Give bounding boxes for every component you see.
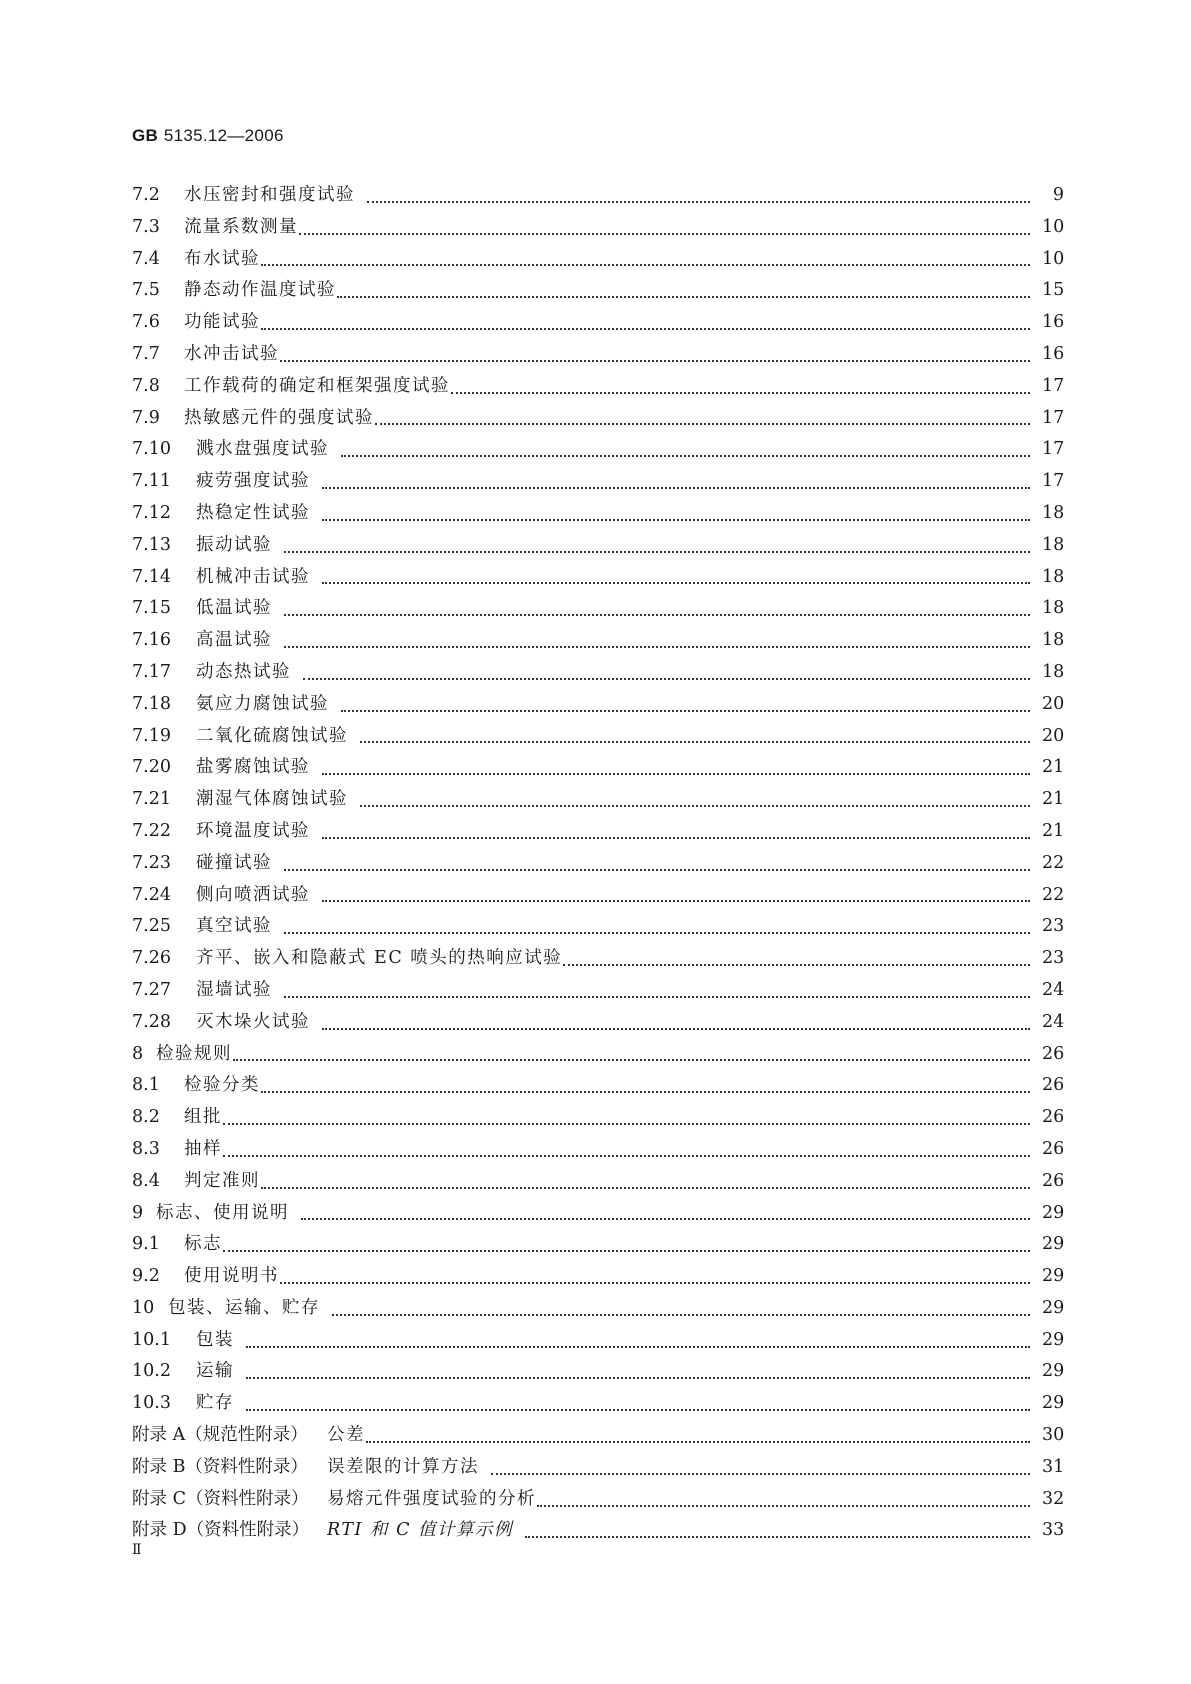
toc-entry-title: 盐雾腐蚀试验 [196, 757, 310, 778]
toc-entry-title: 溅水盘强度试验 [196, 439, 329, 460]
toc-entry[interactable] [132, 816, 1064, 848]
toc-entry[interactable] [132, 1388, 1064, 1420]
toc-dot-leader [233, 1059, 1030, 1061]
toc-dot-leader [332, 1314, 1030, 1316]
toc-entry-title: 工作载荷的确定和框架强度试验 [184, 375, 450, 396]
toc-dot-leader [366, 1441, 1030, 1443]
toc-dot-leader [284, 646, 1030, 648]
toc-entry-number: 7.17 [132, 661, 171, 682]
toc-entry-page: 18 [1042, 630, 1065, 651]
toc-dot-leader [322, 900, 1030, 902]
toc-entry-title: RTI 和 C 值计算示例 [327, 1520, 514, 1541]
toc-dot-leader [337, 296, 1030, 298]
toc-entry-number: 7.7 [132, 343, 160, 364]
toc-entry-title: 水压密封和强度试验 [184, 185, 355, 205]
toc-entry-title: 误差限的计算方法 [327, 1456, 479, 1477]
toc-entry-number: 8.4 [132, 1170, 160, 1191]
toc-entry[interactable] [132, 1039, 1064, 1071]
toc-dot-leader [261, 1187, 1030, 1189]
toc-entry-number: 7.20 [132, 757, 171, 778]
toc-entry[interactable] [132, 498, 1064, 530]
toc-entry-page: 29 [1042, 1329, 1065, 1350]
toc-entry[interactable] [132, 1420, 1064, 1452]
toc-entry[interactable] [132, 212, 1064, 244]
toc-dot-leader [246, 1409, 1030, 1411]
toc-entry-page: 29 [1042, 1297, 1065, 1318]
toc-entry-number: 附录 C（资料性附录） [132, 1488, 309, 1509]
toc-entry[interactable] [132, 180, 1064, 212]
toc-entry[interactable] [132, 403, 1064, 435]
toc-entry-page: 26 [1042, 1170, 1065, 1191]
page-number-footer: Ⅱ [132, 1542, 141, 1558]
toc-entry-title: 热敏感元件的强度试验 [184, 407, 374, 428]
toc-entry-page: 24 [1042, 1011, 1065, 1032]
toc-entry-number: 8.1 [132, 1075, 160, 1096]
standard-prefix: GB [132, 126, 159, 145]
toc-entry-page: 29 [1042, 1266, 1065, 1287]
toc-entry[interactable] [132, 275, 1064, 307]
toc-dot-leader [341, 455, 1030, 457]
toc-entry-number: 附录 A（规范性附录） [132, 1425, 308, 1446]
toc-dot-leader [322, 519, 1030, 521]
toc-dot-leader [525, 1536, 1030, 1538]
toc-entry-page: 29 [1042, 1234, 1065, 1255]
toc-dot-leader [322, 582, 1030, 584]
toc-dot-leader [261, 328, 1030, 330]
toc-entry-number: 7.23 [132, 852, 171, 873]
toc-entry-title: 动态热试验 [196, 661, 291, 682]
toc-entry-title: 真空试验 [196, 916, 272, 937]
toc-entry-title: 运输 [196, 1361, 234, 1382]
toc-entry[interactable] [132, 721, 1064, 753]
toc-entry[interactable] [132, 1102, 1064, 1134]
toc-entry-title: 低温试验 [196, 598, 272, 619]
toc-dot-leader [280, 1282, 1030, 1284]
toc-entry-title: 检验分类 [184, 1075, 260, 1096]
toc-entry-page: 18 [1042, 502, 1065, 523]
toc-entry-number: 7.19 [132, 725, 171, 746]
toc-dot-leader [563, 964, 1030, 966]
toc-entry-number: 8.2 [132, 1107, 160, 1128]
toc-entry-number: 附录 D（资料性附录） [132, 1520, 310, 1541]
toc-entry-number: 7.21 [132, 789, 171, 810]
toc-entry[interactable] [132, 1166, 1064, 1198]
toc-entry-title: 热稳定性试验 [196, 502, 310, 523]
toc-entry[interactable] [132, 848, 1064, 880]
toc-dot-leader [322, 487, 1030, 489]
toc-entry-title: 标志、使用说明 [156, 1202, 289, 1223]
toc-entry-page: 18 [1042, 661, 1065, 682]
toc-entry[interactable] [132, 434, 1064, 466]
toc-dot-leader [284, 996, 1030, 998]
toc-entry[interactable] [132, 307, 1064, 339]
toc-entry-page: 29 [1042, 1202, 1065, 1223]
toc-entry-page: 15 [1042, 280, 1065, 301]
toc-dot-leader [284, 551, 1030, 553]
toc-entry[interactable] [132, 1484, 1064, 1516]
toc-entry[interactable] [132, 1515, 1064, 1547]
toc-entry-page: 18 [1042, 598, 1065, 619]
table-of-contents [132, 180, 1064, 1547]
toc-entry[interactable] [132, 752, 1064, 784]
toc-entry[interactable] [132, 1229, 1064, 1261]
toc-entry-title: 抽样 [184, 1138, 222, 1159]
toc-dot-leader [299, 233, 1030, 235]
toc-entry-page: 23 [1042, 916, 1065, 937]
toc-entry-page: 16 [1042, 312, 1065, 333]
toc-entry-page: 17 [1042, 439, 1065, 460]
toc-entry-page: 32 [1042, 1488, 1065, 1509]
toc-dot-leader [280, 360, 1030, 362]
toc-entry[interactable] [132, 1134, 1064, 1166]
toc-dot-leader [451, 392, 1030, 394]
toc-entry-title: 布水试验 [184, 248, 260, 269]
toc-entry[interactable] [132, 880, 1064, 912]
toc-entry-number: 7.6 [132, 312, 160, 333]
toc-entry[interactable] [132, 1356, 1064, 1388]
toc-entry[interactable] [132, 657, 1064, 689]
toc-dot-leader [301, 1218, 1030, 1220]
toc-entry-title: 灭木垛火试验 [196, 1011, 310, 1032]
toc-entry[interactable] [132, 911, 1064, 943]
toc-entry-title: 氨应力腐蚀试验 [196, 693, 329, 714]
toc-entry-number: 7.27 [132, 979, 171, 1000]
toc-dot-leader [223, 1123, 1030, 1125]
toc-entry[interactable] [132, 371, 1064, 403]
toc-entry[interactable] [132, 339, 1064, 371]
toc-entry-page: 10 [1042, 216, 1065, 237]
toc-dot-leader [284, 932, 1030, 934]
toc-entry-number: 10 [132, 1297, 155, 1318]
toc-entry-title: 湿墙试验 [196, 979, 272, 1000]
toc-entry-number: 7.25 [132, 916, 171, 937]
toc-dot-leader [537, 1505, 1030, 1507]
toc-entry-number: 9.1 [132, 1234, 160, 1255]
toc-entry-number: 7.24 [132, 884, 171, 905]
toc-entry-title: 疲劳强度试验 [196, 471, 310, 492]
toc-entry-number: 8.3 [132, 1138, 160, 1159]
toc-dot-leader [360, 741, 1030, 743]
toc-entry-title: 使用说明书 [184, 1266, 279, 1287]
toc-entry-title: 组批 [184, 1107, 222, 1128]
toc-entry-page: 22 [1042, 884, 1065, 905]
toc-entry-page: 26 [1042, 1075, 1065, 1096]
toc-entry[interactable] [132, 562, 1064, 594]
toc-entry-page: 22 [1042, 852, 1065, 873]
toc-entry-number: 7.14 [132, 566, 171, 587]
toc-entry-number: 附录 B（资料性附录） [132, 1456, 308, 1477]
toc-dot-leader [341, 710, 1030, 712]
toc-entry-number: 7.26 [132, 948, 171, 969]
toc-dot-leader [223, 1250, 1030, 1252]
toc-entry-page: 9 [1052, 185, 1064, 205]
toc-dot-leader [246, 1346, 1030, 1348]
toc-entry[interactable] [132, 244, 1064, 276]
toc-entry[interactable] [132, 1070, 1064, 1102]
toc-dot-leader [303, 678, 1030, 680]
toc-entry[interactable] [132, 1293, 1064, 1325]
toc-entry-title: 二氧化硫腐蚀试验 [196, 725, 348, 746]
toc-entry-number: 7.13 [132, 534, 171, 555]
standard-code: 5135.12—2006 [163, 126, 284, 145]
toc-entry-number: 9.2 [132, 1266, 160, 1287]
toc-entry[interactable] [132, 784, 1064, 816]
toc-entry-title: 判定准则 [184, 1170, 260, 1191]
toc-entry-page: 21 [1042, 820, 1065, 841]
toc-entry-page: 24 [1042, 979, 1065, 1000]
toc-entry[interactable] [132, 975, 1064, 1007]
toc-dot-leader [284, 869, 1030, 871]
toc-dot-leader [322, 1028, 1030, 1030]
toc-entry-title: 包装 [196, 1329, 234, 1350]
toc-entry-title: 检验规则 [156, 1043, 232, 1064]
toc-entry-number: 9 [132, 1202, 144, 1223]
toc-entry-page: 20 [1042, 693, 1065, 714]
toc-dot-leader [322, 837, 1030, 839]
toc-entry-page: 18 [1042, 566, 1065, 587]
toc-entry[interactable] [132, 1198, 1064, 1230]
toc-entry-page: 26 [1042, 1043, 1065, 1064]
toc-entry-title: 碰撞试验 [196, 852, 272, 873]
toc-entry-title: 易熔元件强度试验的分析 [327, 1488, 536, 1509]
toc-entry-page: 18 [1042, 534, 1065, 555]
toc-entry-page: 26 [1042, 1138, 1065, 1159]
toc-dot-leader [261, 264, 1030, 266]
toc-dot-leader [491, 1473, 1030, 1475]
toc-entry-number: 7.16 [132, 630, 171, 651]
toc-entry-title: 齐平、嵌入和隐蔽式 EC 喷头的热响应试验 [196, 948, 563, 969]
toc-entry[interactable] [132, 1452, 1064, 1484]
toc-entry-number: 7.2 [132, 185, 160, 205]
toc-entry-title: 公差 [327, 1425, 365, 1446]
toc-dot-leader [284, 614, 1030, 616]
toc-entry-number: 7.11 [132, 471, 171, 492]
toc-entry-page: 17 [1042, 407, 1065, 428]
toc-entry[interactable] [132, 1325, 1064, 1357]
toc-entry-page: 31 [1042, 1456, 1065, 1477]
toc-entry-page: 33 [1042, 1520, 1065, 1541]
toc-dot-leader [322, 773, 1030, 775]
toc-entry-page: 29 [1042, 1361, 1065, 1382]
toc-entry-page: 20 [1042, 725, 1065, 746]
toc-entry-number: 7.9 [132, 407, 160, 428]
toc-entry-number: 10.2 [132, 1361, 171, 1382]
toc-entry-title: 水冲击试验 [184, 343, 279, 364]
toc-dot-leader [261, 1091, 1030, 1093]
toc-entry-page: 23 [1042, 948, 1065, 969]
toc-entry-title: 功能试验 [184, 312, 260, 333]
toc-entry-title: 静态动作温度试验 [184, 280, 336, 301]
toc-entry-title: 振动试验 [196, 534, 272, 555]
toc-entry-number: 7.12 [132, 502, 171, 523]
toc-entry[interactable] [132, 530, 1064, 562]
toc-entry-page: 16 [1042, 343, 1065, 364]
toc-dot-leader [223, 1155, 1030, 1157]
toc-entry[interactable] [132, 1261, 1064, 1293]
toc-entry-number: 7.3 [132, 216, 160, 237]
toc-entry-number: 7.28 [132, 1011, 171, 1032]
toc-entry-title: 流量系数测量 [184, 216, 298, 237]
toc-entry-number: 7.8 [132, 375, 160, 396]
toc-entry-number: 7.10 [132, 439, 171, 460]
toc-entry-page: 17 [1042, 375, 1065, 396]
toc-entry[interactable] [132, 466, 1064, 498]
toc-entry-number: 7.15 [132, 598, 171, 619]
toc-entry-number: 7.18 [132, 693, 171, 714]
toc-entry-page: 21 [1042, 789, 1065, 810]
toc-entry-number: 7.5 [132, 280, 160, 301]
toc-entry-title: 贮存 [196, 1393, 234, 1414]
toc-entry-title: 潮湿气体腐蚀试验 [196, 789, 348, 810]
toc-entry-title: 机械冲击试验 [196, 566, 310, 587]
toc-dot-leader [360, 805, 1030, 807]
toc-entry-page: 21 [1042, 757, 1065, 778]
toc-entry-title: 高温试验 [196, 630, 272, 651]
toc-entry[interactable] [132, 689, 1064, 721]
toc-entry-title: 标志 [184, 1234, 222, 1255]
toc-entry[interactable] [132, 943, 1064, 975]
toc-dot-leader [375, 423, 1030, 425]
toc-entry[interactable] [132, 625, 1064, 657]
toc-dot-leader [367, 201, 1030, 203]
toc-entry-page: 17 [1042, 471, 1065, 492]
toc-entry-number: 10.3 [132, 1393, 171, 1414]
toc-entry[interactable] [132, 593, 1064, 625]
toc-entry-number: 10.1 [132, 1329, 171, 1350]
toc-entry-page: 10 [1042, 248, 1065, 269]
toc-entry[interactable] [132, 1007, 1064, 1039]
toc-entry-title: 包装、运输、贮存 [168, 1297, 320, 1318]
toc-entry-page: 29 [1042, 1393, 1065, 1414]
toc-entry-title: 侧向喷洒试验 [196, 884, 310, 905]
toc-dot-leader [246, 1377, 1030, 1379]
document-header [132, 126, 284, 146]
toc-entry-number: 7.22 [132, 820, 171, 841]
toc-entry-number: 8 [132, 1043, 144, 1064]
toc-entry-title: 环境温度试验 [196, 820, 310, 841]
toc-entry-page: 30 [1042, 1425, 1065, 1446]
toc-entry-page: 26 [1042, 1107, 1065, 1128]
toc-entry-number: 7.4 [132, 248, 160, 269]
